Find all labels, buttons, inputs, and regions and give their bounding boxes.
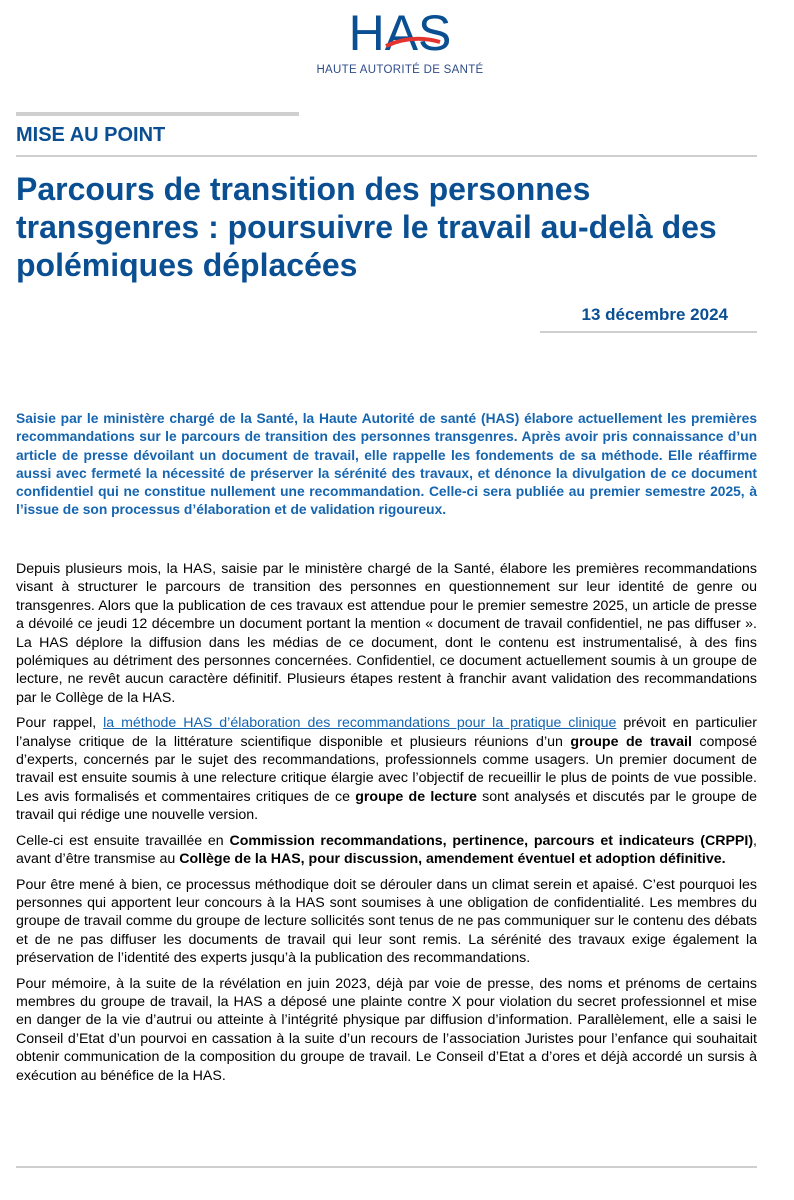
p2-text-start: Pour rappel, bbox=[16, 715, 104, 732]
body-paragraph-5: Pour mémoire, à la suite de la révélation en juin 2023, déjà par voie de presse, des noms et prénoms de certains membres du groupe de travail, la HAS a déposé une plainte contre X pour violation du secret professionnel et mise en danger de la vie d’autrui ou atteinte à l’intégrité physique par diffusion d’information. Parallèlement, elle a saisi le Conseil d’Etat d’un pourvoi en cassation à la suite d’un recours de l’association Juristes pour l’enfance qui souhaitait obtenir communication de la composition du groupe de travail. Le Conseil d’Etat a d’ores et déjà accordé un sursis à exécution au bénéfice de la HAS. bbox=[16, 975, 757, 1084]
body-paragraph-1: Depuis plusieurs mois, la HAS, saisie par le ministère chargé de la Santé, élabore les premières recommandations visant à structurer le parcours de transition des personnes en questionnement sur leur identité de genre ou transgenres. Alors que la publication de ces travaux est attendue pour le premier semestre 2025, un article de presse a dévoilé ce jeudi 12 décembre un document portant la mention « document de travail confidentiel, ne pas diffuser ». La HAS déplore la diffusion dans les médias de ce document, dont le contenu est instrumentalisé, à des fins polémiques au détriment des personnes concernées. Confidentiel, ce document actuellement soumis à un groupe de lecture, ne revêt aucun caractère définitif. Plusieurs étapes restent à franchir avant validation des recommandations par le Collège de la HAS. bbox=[16, 561, 757, 706]
bottom-divider bbox=[16, 1166, 757, 1168]
publication-date: 13 décembre 2024 bbox=[581, 305, 728, 324]
p2-text-mid-1: prévoit en particulier l’analyse critique de la littérature scientifique disponible et plusieurs réunions d’un bbox=[16, 715, 757, 750]
has-logo bbox=[300, 6, 500, 78]
p3-text-mid: , avant d’être transmise au bbox=[16, 832, 757, 868]
body-paragraph-2 bbox=[16, 714, 757, 824]
body-paragraph-4: Pour être mené à bien, ce processus méthodique doit se dérouler dans un climat serein et apaisé. C’est pourquoi les personnes qui apportent leur concours à la HAS sont soumises à une obligation de confidentialité. Les membres du groupe de travail comme du groupe de lecture sollicités sont tenus de ne pas communiquer sur le contenu des débats et de ne pas diffuser les documents de travail qui leur sont remis. La sérénité des travaux exige également la préservation de l’identité des experts jusqu’à la publication des recommandations. bbox=[16, 876, 757, 967]
lead-paragraph: Saisie par le ministère chargé de la Santé, la Haute Autorité de santé (HAS) élabore actuellement les premières recommandations sur le parcours de transition des personnes transgenres. Après avoir pris connaissance d’un article de presse dévoilant un document de travail, elle rappelle les fondements de sa méthode. Elle réaffirme aussi avec fermeté la nécessité de préserver la sérénité des travaux, et dénonce la divulgation de ce document confidentiel qui ne constitue nullement une recommandation. Celle-ci sera publiée au premier semestre 2025, à l’issue de son processus d’élaboration et de validation rigoureux. bbox=[16, 411, 757, 518]
page-title: Parcours de transition des personnes transgenres : poursuivre le travail au-delà des polémiques déplacées bbox=[16, 171, 717, 283]
method-link[interactable]: la méthode HAS d’élaboration des recommandations pour la pratique clinique bbox=[103, 715, 617, 732]
p2-text-end: sont analysés et discutés par le groupe de travail qui rédige une nouvelle version. bbox=[16, 788, 758, 824]
article-body bbox=[16, 560, 757, 1092]
p2-text-mid-2: composé d’experts, concernés par le sujet des recommandations, professionnels comme usagers. Un premier document de travail est ensuite soumis à une relecture critique élargie avec l’objectif de recueillir le plus de points de vue possible. Les avis formalisés et commentaires critiques de ce bbox=[16, 733, 757, 805]
body-paragraph-3 bbox=[16, 832, 757, 869]
has-wordmark-logo bbox=[340, 6, 460, 62]
top-divider bbox=[16, 112, 299, 116]
p3-bold-college: Collège de la HAS, pour discussion, amendement éventuel et adoption définitive. bbox=[179, 851, 726, 868]
p3-text-start: Celle-ci est ensuite travaillée en bbox=[16, 832, 230, 849]
p2-bold-reading-group: groupe de lecture bbox=[355, 788, 477, 805]
p3-bold-commission: Commission recommandations, pertinence, parcours et indicateurs (CRPPI) bbox=[229, 832, 754, 849]
p2-bold-working-group: groupe de travail bbox=[570, 733, 692, 750]
logo-caption: HAUTE AUTORITÉ DE SANTÉ bbox=[316, 64, 484, 76]
section-label: MISE AU POINT bbox=[16, 124, 166, 146]
logo-wordmark: HAS bbox=[348, 6, 452, 61]
section-divider bbox=[16, 155, 757, 157]
date-divider bbox=[540, 331, 757, 333]
